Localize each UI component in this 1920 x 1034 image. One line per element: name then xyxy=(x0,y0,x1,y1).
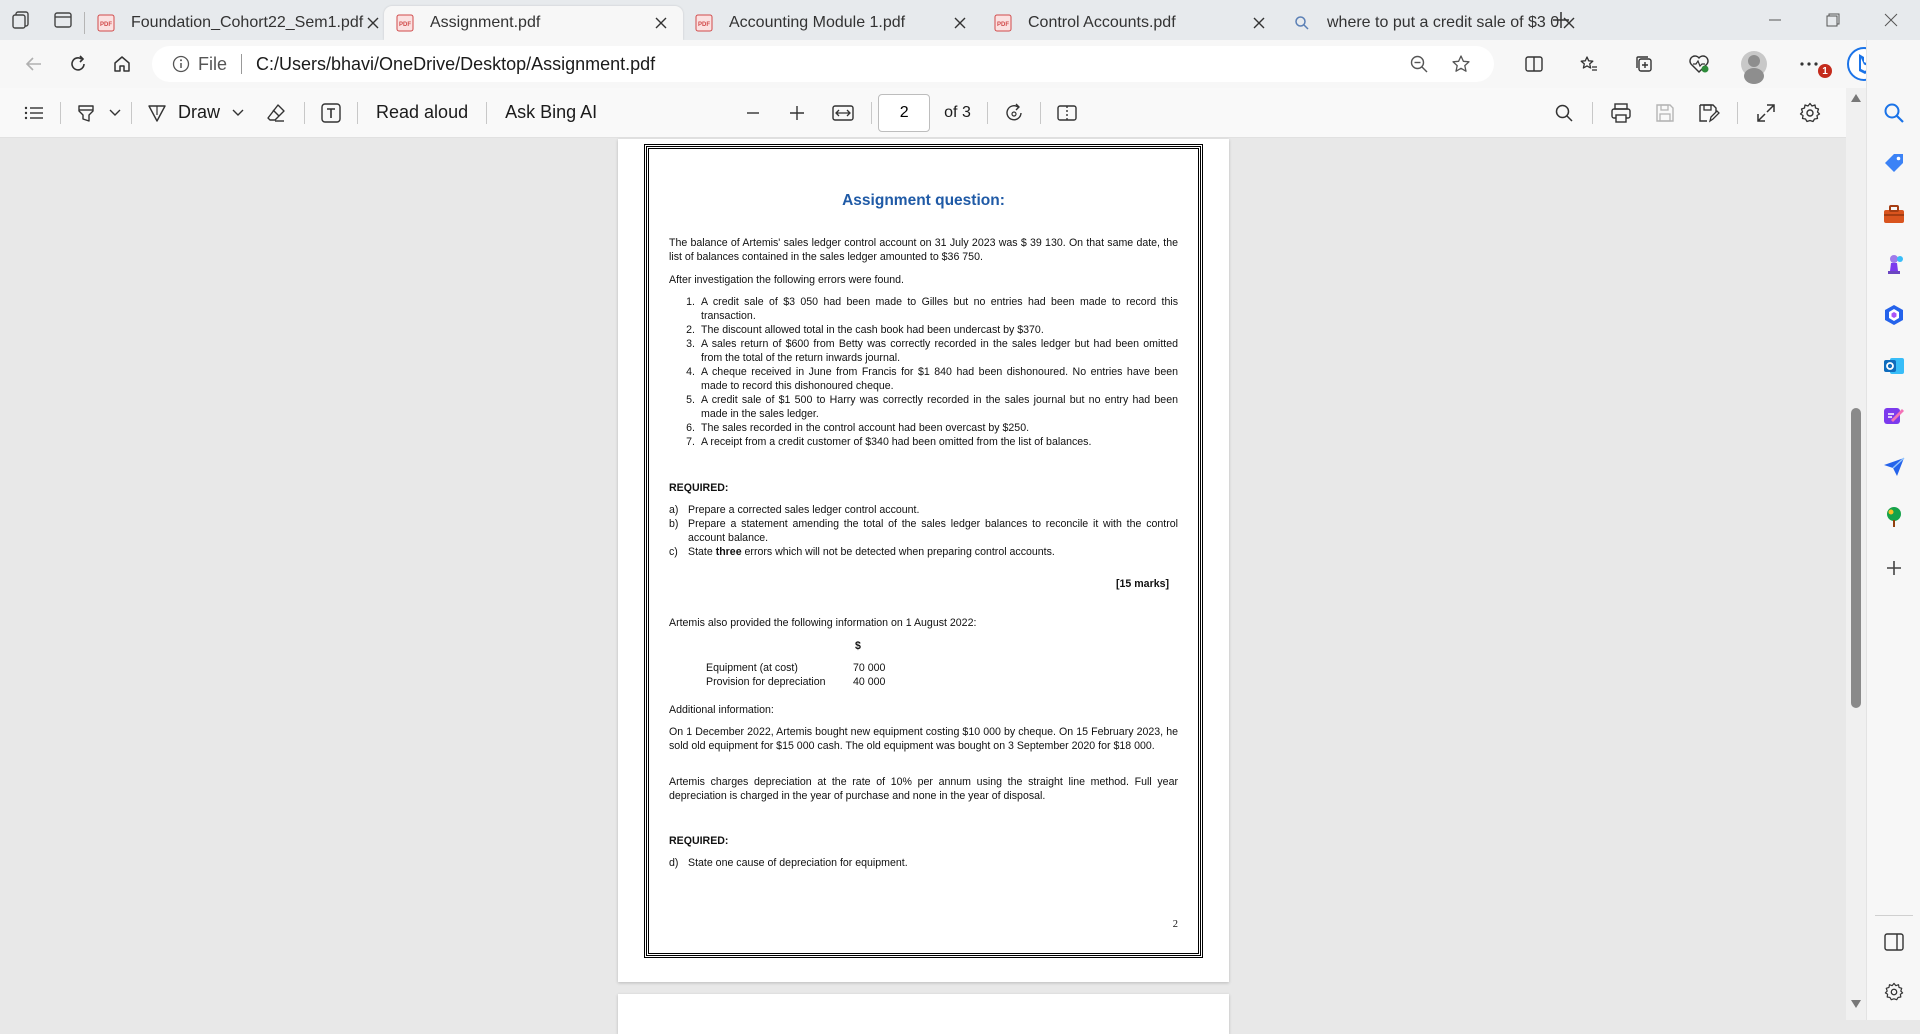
url-text[interactable]: C:/Users/bhavi/OneDrive/Desktop/Assignment.pdf xyxy=(256,53,656,74)
minimize-button[interactable] xyxy=(1746,0,1804,40)
restore-button[interactable] xyxy=(1804,0,1862,40)
erase-button[interactable] xyxy=(254,93,298,133)
window-controls xyxy=(1746,0,1920,40)
site-info-label: File xyxy=(198,53,228,74)
pen-icon xyxy=(146,102,168,124)
print-button[interactable] xyxy=(1599,93,1643,133)
pdf-icon xyxy=(695,14,713,32)
list-item: 4. A cheque received in June from Francis for $1 840 had been dishonoured. No entries have been made to record this dishonoured cheque. xyxy=(686,366,1178,392)
draw-label: Draw xyxy=(178,102,221,122)
chevron-down-icon xyxy=(109,109,121,117)
list-item: d) State one cause of depreciation for equipment. xyxy=(669,857,908,869)
required-heading: REQUIRED: xyxy=(669,482,729,494)
avatar xyxy=(1741,51,1767,77)
ask-bing-label: Ask Bing AI xyxy=(505,102,598,122)
sidebar-shopping-button[interactable] xyxy=(1876,145,1912,181)
toolbar-separator xyxy=(987,102,988,124)
search-icon xyxy=(1883,102,1905,124)
close-icon xyxy=(1884,13,1898,27)
marks-label: [15 marks] xyxy=(1116,578,1169,590)
highlighter-icon xyxy=(75,102,97,124)
fit-width-icon xyxy=(832,104,854,122)
toolbar-separator xyxy=(486,102,487,124)
search-icon xyxy=(1293,14,1311,32)
scroll-down-arrow-icon[interactable] xyxy=(1850,998,1862,1010)
profile-button[interactable] xyxy=(1726,46,1781,82)
rotate-icon xyxy=(1003,102,1025,124)
workspaces-button[interactable] xyxy=(0,0,42,40)
hide-sidebar-button[interactable] xyxy=(1876,924,1912,960)
required-list-2 xyxy=(669,856,1178,870)
additional-paragraph-1: On 1 December 2022, Artemis bought new equipment costing $10 000 by cheque. On 15 February 2023, he sold old equipment for $15 000 cash. The old equipment was bought on 3 September 2020 for $18 000. xyxy=(669,726,1178,752)
required-heading-2: REQUIRED: xyxy=(669,835,729,847)
save-button[interactable] xyxy=(1643,93,1687,133)
edge-sidebar xyxy=(1866,40,1920,1020)
chevron-down-icon xyxy=(232,109,244,117)
home-icon xyxy=(112,54,132,74)
draw-options-button[interactable] xyxy=(228,93,248,133)
toolbar-separator xyxy=(871,102,872,124)
sidebar-search-button[interactable] xyxy=(1876,95,1912,131)
navigation-bar xyxy=(0,40,1920,88)
additional-heading: Additional information: xyxy=(669,704,774,716)
shopping-tag-icon xyxy=(1882,151,1906,175)
favorites-list-icon xyxy=(1579,54,1599,74)
browser-essentials-button[interactable] xyxy=(1671,46,1726,82)
tab-foundation-cohort[interactable] xyxy=(85,6,384,40)
collections-button[interactable] xyxy=(1616,46,1671,82)
close-tab-icon[interactable] xyxy=(651,13,671,33)
close-tab-icon[interactable] xyxy=(1249,13,1269,33)
text-box-icon xyxy=(320,102,342,124)
toolbar-separator xyxy=(1592,102,1593,124)
table-row: Equipment (at cost) 70 000 xyxy=(706,662,886,674)
read-aloud-label: Read aloud xyxy=(376,102,469,122)
list-item: 1. A credit sale of $3 050 had been made to Gilles but no entries had been made to record this transaction. xyxy=(686,296,1178,322)
svg-text:PDF: PDF xyxy=(100,22,112,28)
table-row: Provision for depreciation 40 000 xyxy=(706,676,886,688)
list-item: 3. A sales return of $600 from Betty was correctly recorded in the sales ledger but had been omitted from the total of the return inwards journal. xyxy=(686,338,1178,364)
zoom-in-button[interactable] xyxy=(777,93,817,133)
find-button[interactable] xyxy=(1542,93,1586,133)
highlight-options-button[interactable] xyxy=(105,93,125,133)
office-icon xyxy=(1882,303,1906,327)
more-icon xyxy=(1799,61,1819,67)
additional-paragraph-2: Artemis charges depreciation at the rate of 10% per annum using the straight line method. Full year depreciation is charged in the year of purchase and none in the year of disposal. xyxy=(669,776,1178,802)
scroll-up-arrow-icon[interactable] xyxy=(1850,92,1862,104)
split-screen-button[interactable] xyxy=(1506,46,1561,82)
sidebar-settings-button[interactable] xyxy=(1876,974,1912,1010)
svg-text:PDF: PDF xyxy=(399,22,411,28)
sidebar-send-button[interactable] xyxy=(1876,449,1912,485)
list-item: 5. A credit sale of $1 500 to Harry was correctly recorded in the sales journal but no entry had been made in the sales ledger. xyxy=(686,394,1178,420)
close-tab-icon[interactable] xyxy=(1559,13,1579,33)
toolbar-separator xyxy=(131,102,132,124)
split-screen-icon xyxy=(1524,54,1544,74)
eraser-icon xyxy=(265,102,287,124)
zoom-out-button[interactable] xyxy=(1398,48,1440,80)
sidebar-tools-button[interactable] xyxy=(1876,196,1912,232)
plus-icon xyxy=(789,105,805,121)
toolbox-icon xyxy=(1882,203,1906,225)
star-icon xyxy=(1451,54,1471,74)
fit-to-width-button[interactable] xyxy=(821,93,865,133)
close-tab-icon[interactable] xyxy=(950,13,970,33)
pdf-icon xyxy=(97,14,115,32)
next-pdf-page xyxy=(618,994,1229,1034)
sidebar-add-button[interactable] xyxy=(1876,550,1912,586)
close-tab-icon[interactable] xyxy=(363,13,383,33)
tab-title: where to put a credit sale of $3 0 xyxy=(1327,14,1560,31)
full-screen-button[interactable] xyxy=(1744,93,1788,133)
assignment-title: Assignment question: xyxy=(842,192,1005,209)
gear-icon xyxy=(1884,982,1904,1002)
tab-actions-button[interactable] xyxy=(42,0,84,40)
collections-icon xyxy=(1634,54,1654,74)
close-window-button[interactable] xyxy=(1862,0,1920,40)
info-icon xyxy=(172,55,190,73)
rotate-button[interactable] xyxy=(994,93,1034,133)
toolbar-separator xyxy=(357,102,358,124)
restore-icon xyxy=(1826,13,1840,27)
expand-icon xyxy=(1756,103,1776,123)
back-arrow-icon xyxy=(24,54,44,74)
ask-bing-button[interactable] xyxy=(493,93,609,133)
draw-button[interactable] xyxy=(138,93,228,133)
back-button[interactable] xyxy=(12,46,56,82)
tab-strip xyxy=(0,0,1920,40)
info-intro: Artemis also provided the following information on 1 August 2022: xyxy=(669,617,977,629)
sidebar-tree-button[interactable] xyxy=(1876,499,1912,535)
list-item: 7. A receipt from a credit customer of $340 had been omitted from the list of balances. xyxy=(686,436,1092,448)
errors-intro: After investigation the following errors were found. xyxy=(669,274,904,286)
heart-pulse-icon xyxy=(1688,54,1710,74)
search-icon xyxy=(1554,103,1574,123)
tab-accounting-module[interactable] xyxy=(683,6,982,40)
refresh-icon xyxy=(68,54,88,74)
save-as-button[interactable] xyxy=(1687,93,1731,133)
minus-icon xyxy=(745,105,761,121)
pdf-settings-button[interactable] xyxy=(1788,93,1832,133)
sidebar-designer-button[interactable] xyxy=(1876,398,1912,434)
sidebar-outlook-button[interactable] xyxy=(1876,348,1912,384)
errors-list xyxy=(669,295,1178,449)
favorite-button[interactable] xyxy=(1440,48,1482,80)
gear-icon xyxy=(1799,102,1821,124)
home-button[interactable] xyxy=(100,46,144,82)
list-item: b) Prepare a statement amending the total of the sales ledger balances to reconcile it with the control account balance. xyxy=(669,518,1178,544)
page-number-input[interactable] xyxy=(878,94,930,132)
list-icon xyxy=(24,105,44,121)
equipment-table xyxy=(706,639,913,689)
sidebar-copilot-button[interactable] xyxy=(1876,297,1912,333)
contents-button[interactable] xyxy=(14,93,54,133)
tab-title: Accounting Module 1.pdf xyxy=(729,14,906,31)
svg-text:PDF: PDF xyxy=(698,22,710,28)
scroll-thumb[interactable] xyxy=(1851,408,1861,708)
zoom-out-button[interactable] xyxy=(733,93,773,133)
plus-icon xyxy=(1885,559,1903,577)
favorites-button[interactable] xyxy=(1561,46,1616,82)
svg-text:PDF: PDF xyxy=(997,22,1009,28)
sidebar-panel-icon xyxy=(1884,933,1904,951)
tab-control-accounts[interactable] xyxy=(982,6,1281,40)
tree-icon xyxy=(1882,505,1906,529)
page-view-button[interactable] xyxy=(1047,93,1087,133)
add-text-button[interactable] xyxy=(311,93,351,133)
site-info-button[interactable] xyxy=(172,54,227,75)
settings-more-button[interactable] xyxy=(1781,46,1836,82)
required-list xyxy=(669,503,1178,559)
currency-header: $ xyxy=(855,640,861,652)
page-total: of 3 xyxy=(944,103,971,121)
page-number: 2 xyxy=(1172,919,1178,930)
sidebar-divider xyxy=(1875,915,1913,916)
printer-icon xyxy=(1610,103,1632,123)
tab-title: Assignment.pdf xyxy=(430,14,541,31)
pdf-viewer[interactable] xyxy=(0,139,1846,1020)
outlook-icon xyxy=(1882,354,1906,378)
address-bar[interactable] xyxy=(152,46,1494,82)
notification-badge: 1 xyxy=(1818,64,1832,78)
pdf-icon xyxy=(396,14,414,32)
address-divider xyxy=(241,54,242,74)
two-page-icon xyxy=(1056,103,1078,123)
chess-piece-icon xyxy=(1882,253,1906,277)
tab-actions-icon xyxy=(53,10,73,30)
toolbar-separator xyxy=(304,102,305,124)
sidebar-games-button[interactable] xyxy=(1876,247,1912,283)
save-as-icon xyxy=(1698,103,1720,123)
list-item: 2. The discount allowed total in the cash book had been undercast by $370. xyxy=(686,324,1044,336)
save-icon xyxy=(1655,103,1675,123)
minimize-icon xyxy=(1768,13,1782,27)
intro-paragraph: The balance of Artemis' sales ledger control account on 31 July 2023 was $ 39 130. On that same date, the list of balances contained in the sales ledger amounted to $36 750. xyxy=(669,237,1178,263)
highlight-button[interactable] xyxy=(67,93,105,133)
list-item: c) State three errors which will not be detected when preparing control accounts. xyxy=(669,546,1055,558)
toolbar-separator xyxy=(1737,102,1738,124)
browser-actions xyxy=(1506,46,1891,82)
tab-title: Foundation_Cohort22_Sem1.pdf xyxy=(131,14,364,31)
list-item: a) Prepare a corrected sales ledger control account. xyxy=(669,504,920,516)
pdf-page xyxy=(618,139,1229,982)
paper-plane-icon xyxy=(1882,455,1906,479)
designer-icon xyxy=(1882,404,1906,428)
tab-search[interactable] xyxy=(1281,6,1560,40)
list-item: 6. The sales recorded in the control account had been overcast by $250. xyxy=(686,422,1030,434)
zoom-out-icon xyxy=(1409,54,1429,74)
pdf-toolbar xyxy=(0,88,1846,138)
vertical-scrollbar[interactable] xyxy=(1846,88,1866,1020)
workspaces-icon xyxy=(11,10,31,30)
refresh-button[interactable] xyxy=(56,46,100,82)
toolbar-separator xyxy=(60,102,61,124)
tab-title: Control Accounts.pdf xyxy=(1028,14,1176,31)
toolbar-separator xyxy=(1040,102,1041,124)
read-aloud-button[interactable] xyxy=(364,93,480,133)
tab-assignment[interactable] xyxy=(384,6,683,40)
pdf-icon xyxy=(994,14,1012,32)
